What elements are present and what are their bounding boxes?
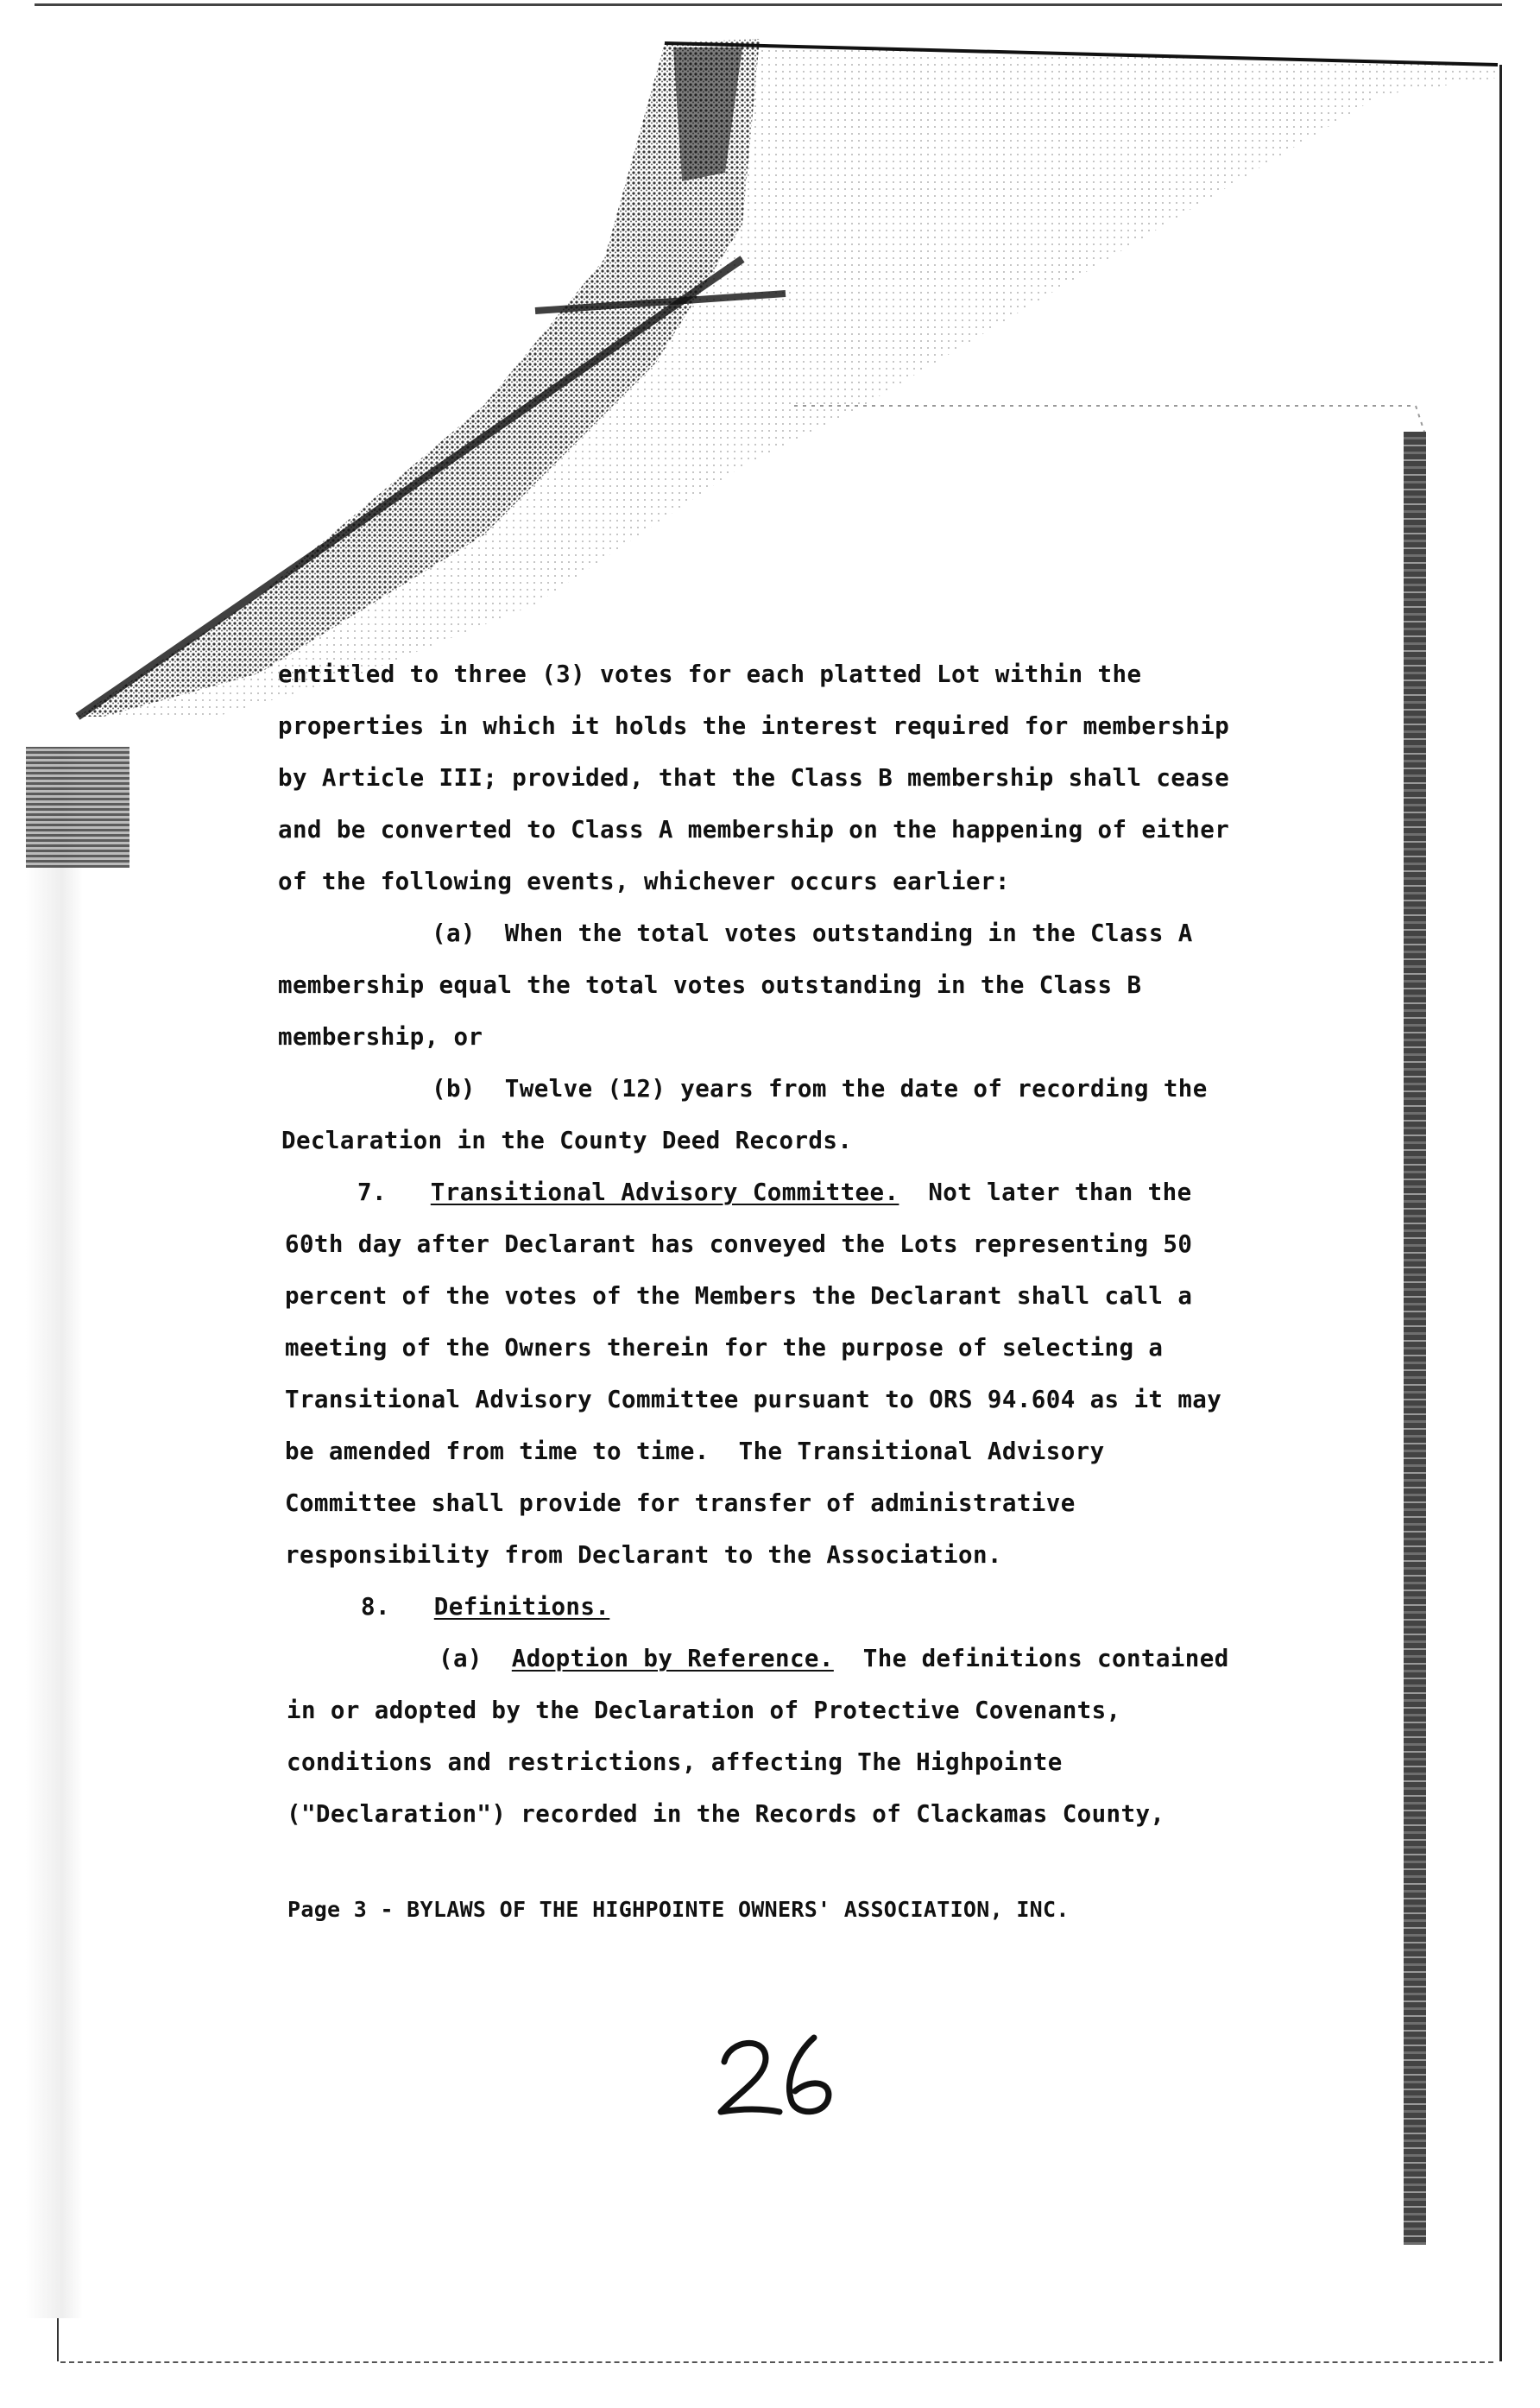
body-line: in or adopted by the Declaration of Protective Covenants, <box>287 1697 1121 1724</box>
body-line: Declaration in the County Deed Records. <box>281 1127 853 1154</box>
body-line: and be converted to Class A membership on the happening of either <box>278 816 1230 844</box>
section-heading: Transitional Advisory Committee. <box>430 1179 899 1206</box>
body-line: membership equal the total votes outstanding in the Class B <box>278 971 1142 999</box>
body-line: responsibility from Declarant to the Association. <box>285 1541 1002 1569</box>
handwritten-page-number <box>712 2029 850 2127</box>
subsection-a-heading-line <box>439 1643 1229 1674</box>
section-8-heading-line <box>361 1591 609 1622</box>
body-line: meeting of the Owners therein for the purpose of selecting a <box>285 1334 1164 1362</box>
body-line: conditions and restrictions, affecting The Highpointe <box>287 1748 1063 1776</box>
body-line: ("Declaration") recorded in the Records of Clackamas County, <box>287 1800 1165 1828</box>
body-line: Committee shall provide for transfer of administrative <box>285 1489 1076 1517</box>
section-7-heading-line <box>357 1177 1192 1208</box>
body-line-indented: (b) Twelve (12) years from the date of recording the <box>432 1075 1208 1103</box>
body-line-indented: (a) When the total votes outstanding in the Class A <box>432 920 1193 947</box>
section-heading: Definitions. <box>433 1593 610 1621</box>
body-line: Transitional Advisory Committee pursuant to ORS 94.604 as it may <box>285 1386 1222 1413</box>
subsection-heading: Adoption by Reference. <box>511 1645 834 1672</box>
left-margin-shadow <box>26 747 129 2318</box>
body-line: 60th day after Declarant has conveyed the Lots representing 50 <box>285 1230 1193 1258</box>
scan-border-bottom <box>60 2361 1493 2363</box>
page-footer: Page 3 - BYLAWS OF THE HIGHPOINTE OWNERS' ASSOCIATION, INC. <box>287 1897 1070 1922</box>
body-line: by Article III; provided, that the Class B membership shall cease <box>278 764 1230 792</box>
body-line: of the following events, whichever occurs earlier: <box>278 868 1010 895</box>
subsection-label: (a) <box>439 1645 483 1672</box>
section-number: 8. <box>361 1593 390 1621</box>
handwritten-26-mark <box>712 2029 850 2124</box>
body-line: properties in which it holds the interest required for membership <box>278 712 1230 740</box>
body-line: entitled to three (3) votes for each platted Lot within the <box>278 660 1142 688</box>
section-text: Not later than the <box>899 1179 1192 1206</box>
body-line: percent of the votes of the Members the Declarant shall call a <box>285 1282 1193 1310</box>
body-line: be amended from time to time. The Transitional Advisory <box>285 1438 1105 1465</box>
body-line: membership, or <box>278 1023 483 1051</box>
section-number: 7. <box>357 1179 387 1206</box>
subsection-text: The definitions contained <box>833 1645 1229 1672</box>
